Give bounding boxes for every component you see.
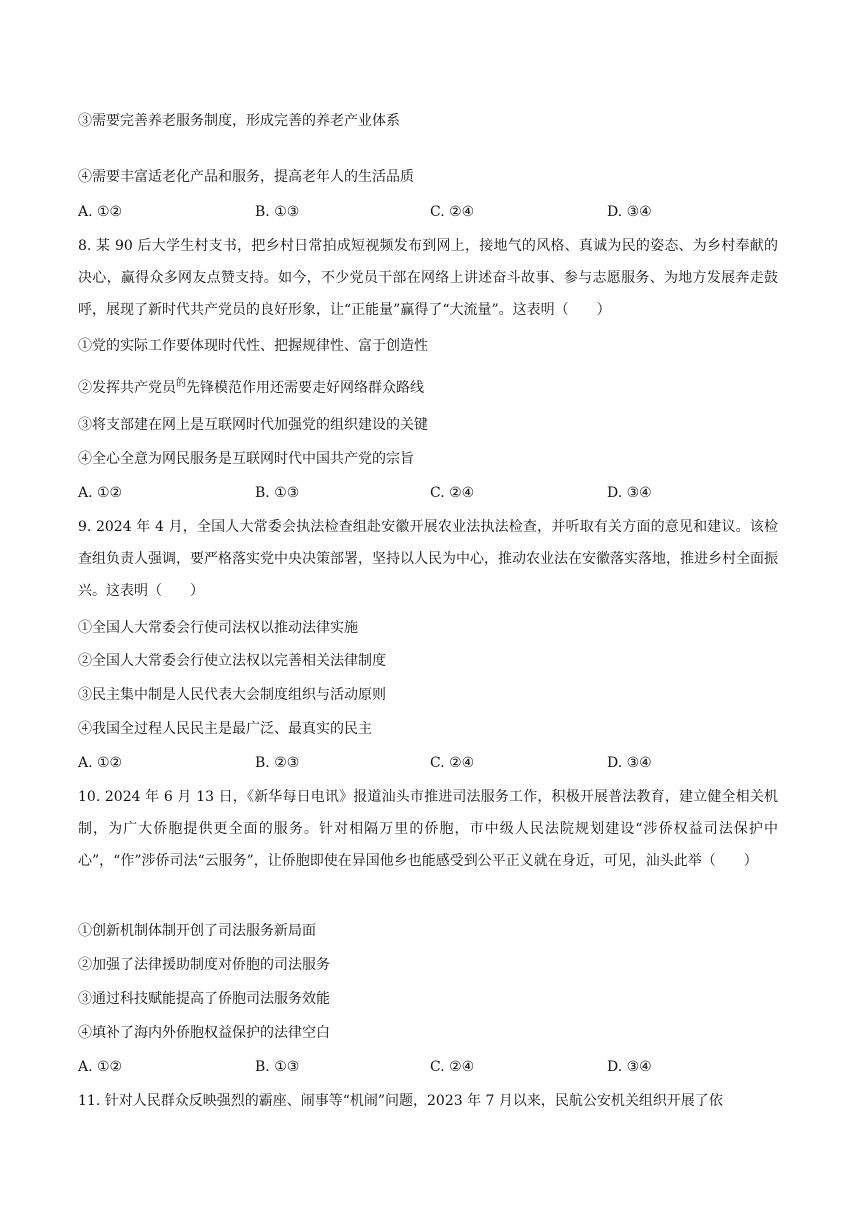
q7-option-d: D. ③④ — [607, 204, 652, 220]
q9-options — [78, 753, 778, 773]
q7-statement-3: ③需要完善养老服务制度，形成完善的养老产业体系 — [78, 113, 400, 129]
q8-statement-1: ①党的实际工作要体现时代性、把握规律性、富于创造性 — [78, 338, 428, 354]
q8-statement-2 — [78, 378, 424, 400]
q8-statement-2-before: ②发挥共产党员 — [78, 380, 176, 396]
q8-stem: 8. 某 90 后大学生村支书，把乡村日常拍成短视频发布到网上，接地气的风格、真诚为民的姿态、为乡村奉献的决心，赢得众多网友点赞支持。如今，不少党员干部在网络上讲述奋斗故事、参与志愿服务、为地方发展奔走鼓呼，展现了新时代共产党员的良好形象，让“正能量”赢得了“大流量”。这表明（ ） — [78, 238, 778, 318]
q8-option-d: D. ③④ — [607, 485, 652, 501]
q10-statement-2: ②加强了法律援助制度对侨胞的司法服务 — [78, 957, 330, 973]
q10-option-d: D. ③④ — [607, 1059, 652, 1075]
q8-option-a: A. ①② — [78, 485, 123, 501]
q7-option-b: B. ①③ — [255, 204, 300, 220]
q9-statement-3: ③民主集中制是人民代表大会制度组织与活动原则 — [78, 687, 386, 703]
q8-statement-4: ④全心全意为网民服务是互联网时代中国共产党的宗旨 — [78, 451, 414, 467]
q10-statement-3: ③通过科技赋能提高了侨胞司法服务效能 — [78, 991, 330, 1007]
q9-statement-2: ②全国人大常委会行使立法权以完善相关法律制度 — [78, 653, 386, 669]
q10-stem: 10. 2024 年 6 月 13 日，《新华每日电讯》报道汕头市推进司法服务工作，积极开展普法教育，建立健全相关机制，为广大侨胞提供更全面的服务。针对相隔万里的侨胞，市中级人民法院规划建设“涉侨权益司法保护中心”，“作”涉侨司法“云服务”，让侨胞即使在异国他乡也能感受到公平正义就在身近，可见，汕头此举（ ） — [78, 789, 778, 869]
q8-options — [78, 483, 778, 503]
q10-options — [78, 1057, 778, 1077]
q7-option-a: A. ①② — [78, 204, 123, 220]
q8-statement-3: ③将支部建在网上是互联网时代加强党的组织建设的关键 — [78, 417, 428, 433]
q9-option-a: A. ①② — [78, 755, 123, 771]
q9-option-b: B. ②③ — [255, 755, 300, 771]
q8-statement-2-after: 先锋模范作用还需要走好网络群众路线 — [186, 380, 424, 396]
q9-stem: 9. 2024 年 4 月，全国人大常委会执法检查组赴安徽开展农业法执法检查，并听取有关方面的意见和建议。该检查组负责人强调，要严格落实党中央决策部署，坚持以人民为中心，推动农业法在安徽落实落地，推进乡村全面振兴。这表明（ ） — [78, 519, 778, 599]
q10-statement-4: ④填补了海内外侨胞权益保护的法律空白 — [78, 1025, 330, 1041]
q10-option-b: B. ①③ — [255, 1059, 300, 1075]
q8-option-c: C. ②④ — [430, 485, 475, 501]
q9-statement-1: ①全国人大常委会行使司法权以推动法律实施 — [78, 620, 358, 636]
q11-stem: 11. 针对人民群众反映强烈的霸座、闹事等“机闹”问题，2023 年 7 月以来，民航公安机关组织开展了依 — [78, 1093, 723, 1109]
q7-options — [78, 202, 778, 222]
q7-statement-4: ④需要丰富适老化产品和服务，提高老年人的生活品质 — [78, 169, 414, 185]
q9-option-c: C. ②④ — [430, 755, 475, 771]
q8-statement-2-sup: 的 — [176, 378, 186, 389]
q9-option-d: D. ③④ — [607, 755, 652, 771]
q10-option-c: C. ②④ — [430, 1059, 475, 1075]
q8-option-b: B. ①③ — [255, 485, 300, 501]
q10-statement-1: ①创新机制体制开创了司法服务新局面 — [78, 923, 316, 939]
q9-statement-4: ④我国全过程人民民主是最广泛、最真实的民主 — [78, 721, 372, 737]
q10-option-a: A. ①② — [78, 1059, 123, 1075]
q7-option-c: C. ②④ — [430, 204, 475, 220]
